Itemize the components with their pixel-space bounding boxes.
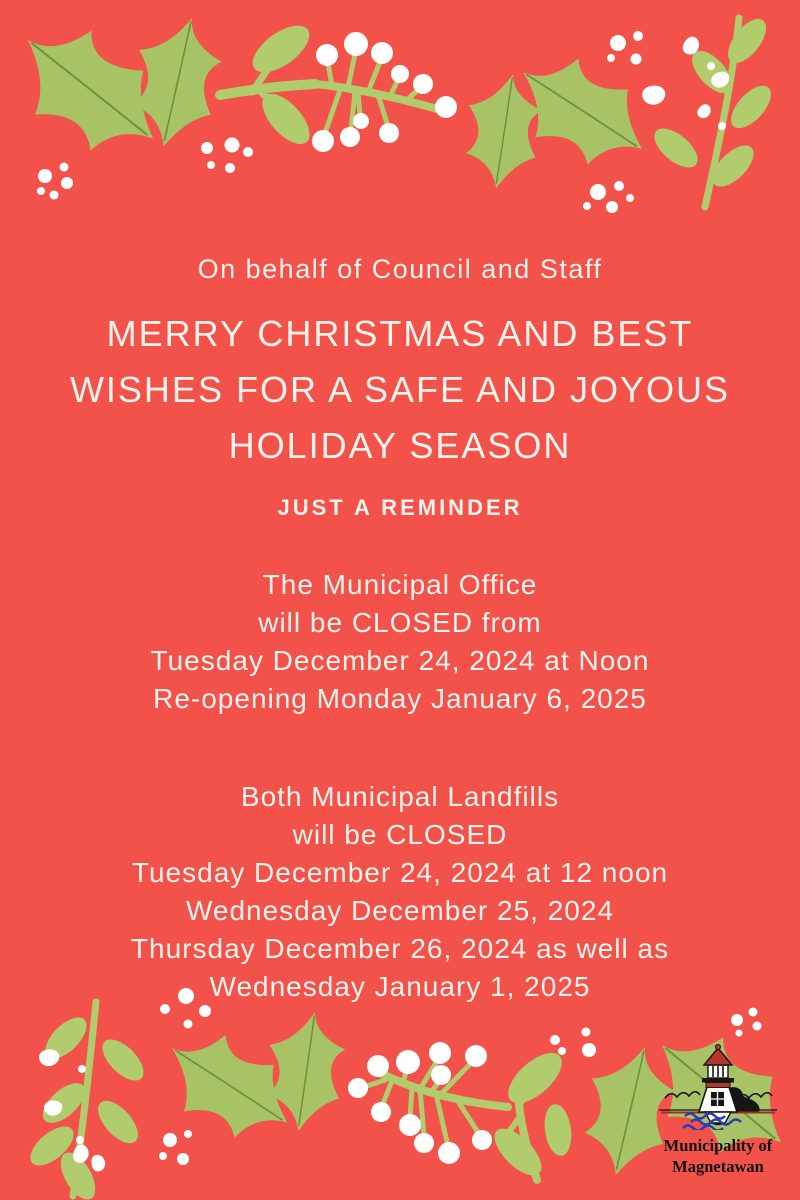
foliage-branch-icon [641, 13, 778, 207]
mistletoe-icon [220, 17, 318, 152]
office-notice-line: Tuesday December 24, 2024 at Noon [150, 645, 650, 676]
intro-text: On behalf of Council and Staff [197, 254, 603, 284]
foliage-branch-icon [24, 1002, 151, 1200]
snow-dots [37, 163, 73, 200]
mistletoe-icon [487, 1044, 575, 1183]
office-notice-line: The Municipal Office [262, 569, 538, 600]
landfill-notice-line: Tuesday December 24, 2024 at 12 noon [131, 857, 669, 888]
snow-dots [159, 1130, 192, 1165]
berry-branch-icon [312, 32, 457, 152]
logo-org-name-line2: Magnetawan [672, 1157, 764, 1176]
snow-dots [583, 181, 634, 213]
headline-line-1: MERRY CHRISTMAS AND BEST [106, 313, 694, 354]
snow-dots [607, 31, 643, 65]
reminder-label: JUST A REMINDER [277, 495, 523, 520]
landfill-closure-notice [0, 778, 800, 1006]
landfill-notice-line: Thursday December 26, 2024 as well as [130, 933, 670, 964]
logo-org-name-line1: Municipality of [663, 1136, 773, 1155]
headline-line-2: WISHES FOR A SAFE AND JOYOUS [69, 369, 731, 410]
lighthouse-icon [653, 1042, 783, 1130]
berry-branch-icon [348, 1042, 508, 1164]
headline-line-3: HOLIDAY SEASON [228, 425, 572, 466]
landfill-notice-line: Both Municipal Landfills [240, 781, 560, 812]
holly-leaf-pair-top-left [0, 0, 234, 184]
office-notice-line: will be CLOSED from [258, 607, 542, 638]
cloud-line-left [665, 1092, 700, 1098]
snow-dots [550, 1028, 596, 1058]
municipality-logo [653, 1042, 783, 1177]
droplet-icon [641, 34, 733, 130]
office-notice-line: Re-opening Monday January 6, 2025 [153, 683, 647, 714]
landfill-notice-line: Wednesday December 25, 2024 [185, 895, 615, 926]
landfill-notice-line: will be CLOSED [292, 819, 508, 850]
snow-dots [201, 138, 253, 174]
office-closure-notice [0, 566, 800, 718]
landfill-notice-line: Wednesday January 1, 2025 [209, 971, 591, 1002]
holly-leaf-pair-bottom-center [146, 1005, 354, 1165]
headline [0, 306, 800, 474]
lighthouse-roof [704, 1048, 732, 1065]
snow-dots [731, 1008, 762, 1037]
